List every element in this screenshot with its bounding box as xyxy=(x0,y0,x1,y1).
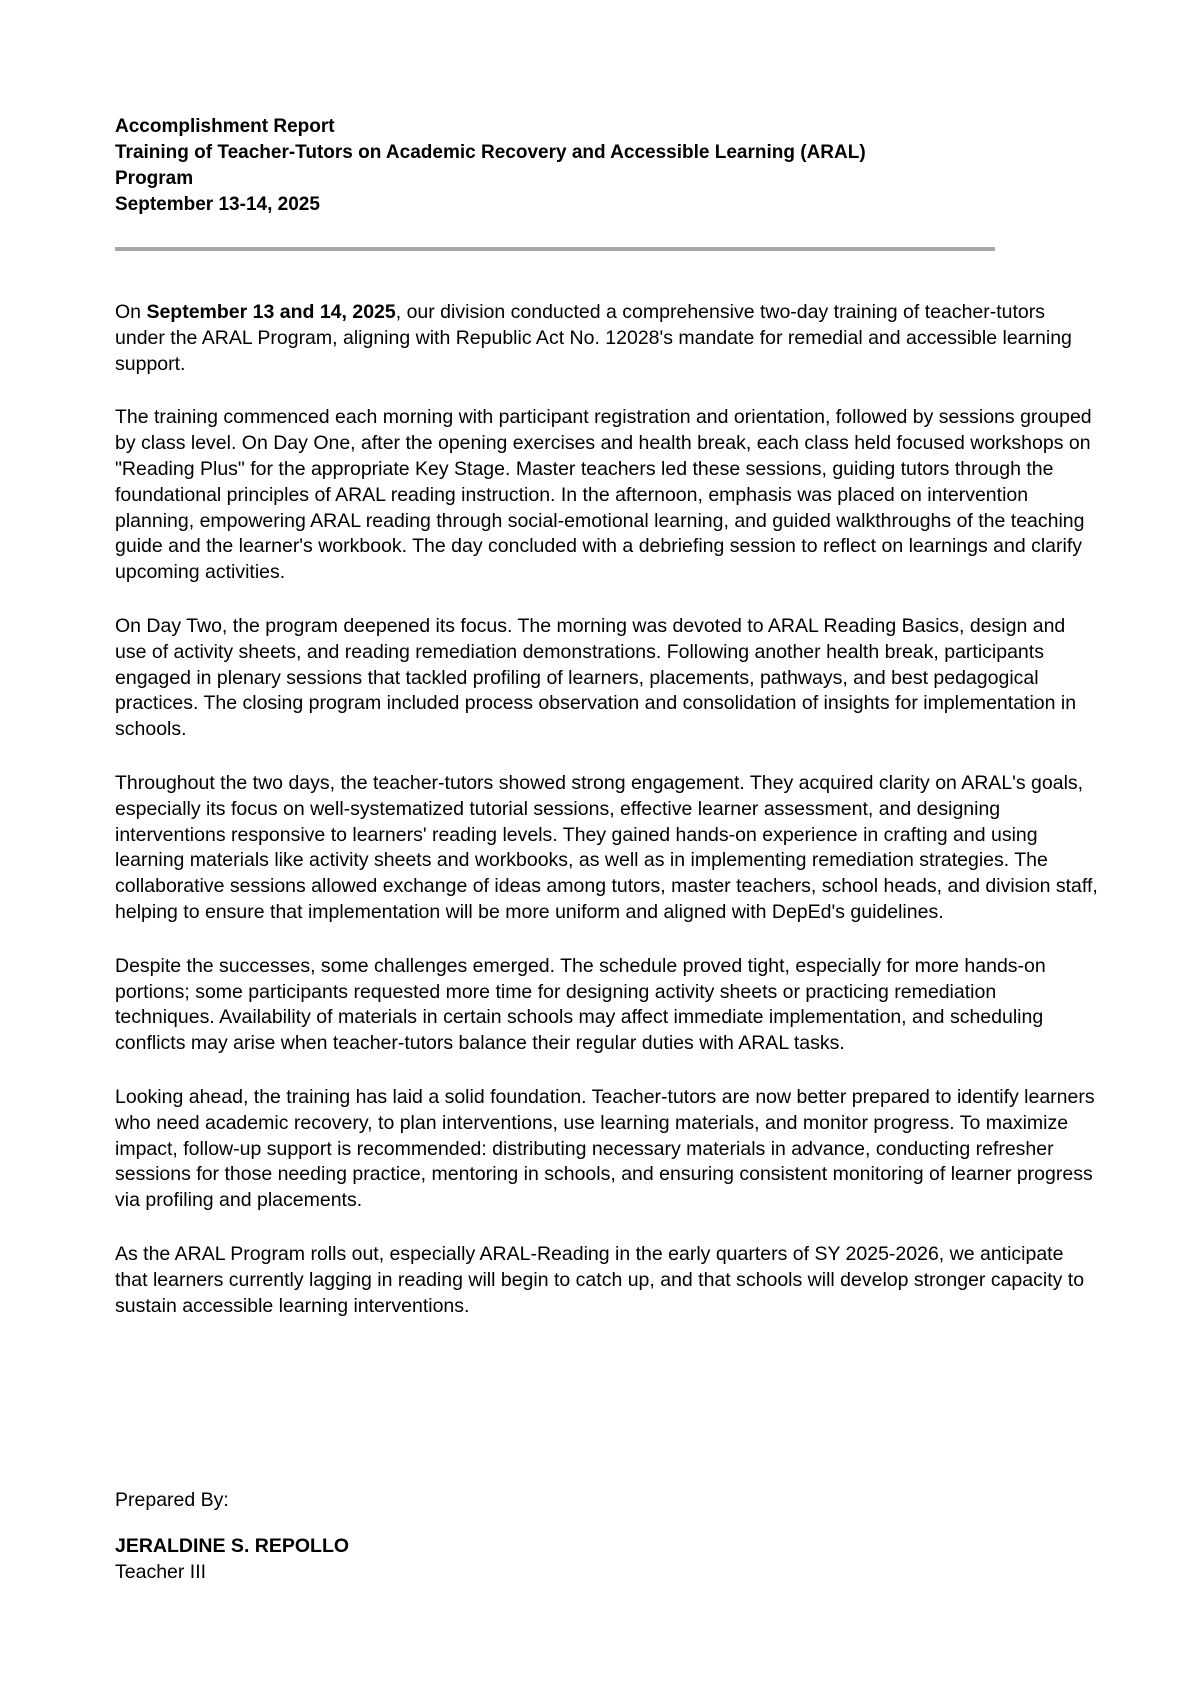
paragraph-outcomes: Throughout the two days, the teacher-tutors showed strong engagement. They acquired clarity on ARAL's goals, especially its focus on well-systematized tutorial sessions, effective learner assessment, and designing interventions responsive to learners' reading levels. They gained hands-on experience in crafting and using learning materials like activity sheets and workbooks, as well as in implementing remediation strategies. The collaborative sessions allowed exchange of ideas among tutors, master teachers, school heads, and division staff, helping to ensure that implementation will be more uniform and aligned with DepEd's guidelines. xyxy=(115,771,1098,923)
report-header xyxy=(115,114,1100,218)
signer-name: JERALDINE S. REPOLLO xyxy=(115,1535,350,1557)
intro-lead: On xyxy=(115,301,147,323)
report-date: September 13-14, 2025 xyxy=(115,194,320,215)
paragraph-recommendations: Looking ahead, the training has laid a solid foundation. Teacher-tutors are now better prepared to identify learners who need academic recovery, to plan interventions, use learning materials, and monitor progress. To maximize impact, follow-up support is recommended: distributing necessary materials in advance, conducting refresher sessions for those needing practice, mentoring in schools, and ensuring consistent monitoring of learner progress via profiling and placements. xyxy=(115,1085,1095,1212)
paragraph-day-two: On Day Two, the program deepened its focus. The morning was devoted to ARAL Reading Basics, design and use of activity sheets, and reading remediation demonstrations. Following another health break, participants engaged in plenary sessions that tackled profiling of learners, placements, pathways, and best pedagogical practices. The closing program included process observation and consolidation of insights for implementation in schools. xyxy=(115,614,1077,741)
paragraph-intro xyxy=(115,300,1100,377)
report-title-line-1: Training of Teacher-Tutors on Academic Recovery and Accessible Learning (ARAL) xyxy=(115,142,866,163)
report-title-line-2: Program xyxy=(115,168,194,189)
paragraph-outlook: As the ARAL Program rolls out, especially ARAL-Reading in the early quarters of SY 2025-2026, we anticipate that learners currently lagging in reading will begin to catch up, and that schools will develop stronger capacity to sustain accessible learning interventions. xyxy=(115,1242,1085,1317)
signature-block xyxy=(115,1487,349,1585)
intro-dates: September 13 and 14, 2025 xyxy=(146,301,396,323)
prepared-by-label: Prepared By: xyxy=(115,1489,229,1511)
header-divider xyxy=(115,247,995,251)
intro-rest: , our division conducted a comprehensive two-day training of teacher-tutors under the ARAL Program, aligning with Republic Act No. 12028's mandate for remedial and accessible learning support. xyxy=(115,301,1072,375)
report-type: Accomplishment Report xyxy=(115,116,335,137)
report-body xyxy=(115,300,1100,1319)
paragraph-challenges: Despite the successes, some challenges emerged. The schedule proved tight, especially for more hands-on portions; some participants requested more time for designing activity sheets or practicing remediation techniques. Availability of materials in certain schools may affect immediate implementation, and scheduling conflicts may arise when teacher-tutors balance their regular duties with ARAL tasks. xyxy=(115,954,1046,1055)
signer-position: Teacher III xyxy=(115,1561,207,1583)
paragraph-day-one: The training commenced each morning with participant registration and orientation, followed by sessions grouped by class level. On Day One, after the opening exercises and health break, each class held focused workshops on "Reading Plus" for the appropriate Key Stage. Master teachers led these sessions, guiding tutors through the foundational principles of ARAL reading instruction. In the afternoon, emphasis was placed on intervention planning, empowering ARAL reading through social-emotional learning, and guided walkthroughs of the teaching guide and the learner's workbook. The day concluded with a debriefing session to reflect on learnings and clarify upcoming activities. xyxy=(115,406,1092,584)
report-page xyxy=(115,114,1100,1347)
